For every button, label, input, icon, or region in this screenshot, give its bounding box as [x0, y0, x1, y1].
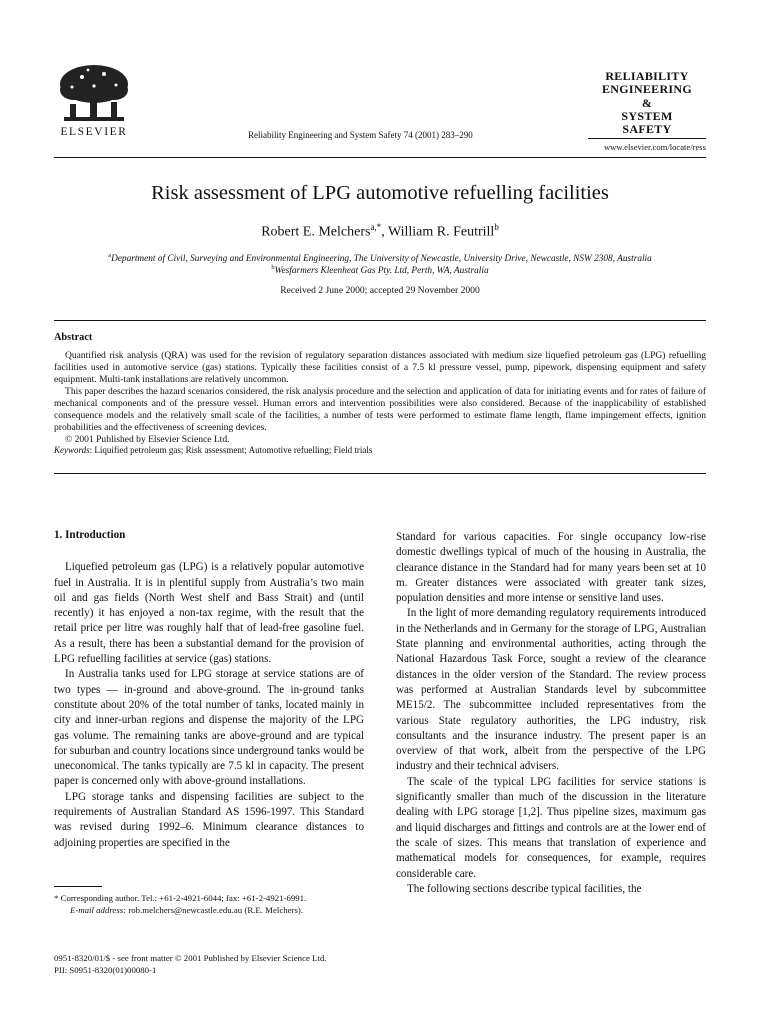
section-heading: 1. Introduction — [54, 529, 126, 541]
email-address: rob.melchers@newcastle.edu.au (R.E. Melchers). — [126, 905, 304, 915]
journal-box-rule — [588, 138, 706, 139]
received-dates: Received 2 June 2000; accepted 29 November 2000 — [280, 285, 480, 296]
corresponding-author-note: * Corresponding author. Tel.: +61-2-4921-6044; fax: +61-2-4921-6991. — [54, 893, 307, 903]
header-rule — [54, 157, 706, 158]
journal-url: www.elsevier.com/locate/ress — [603, 142, 706, 152]
journal-citation: Reliability Engineering and System Safety 74 (2001) 283–290 — [248, 130, 473, 140]
abstract-rule — [54, 473, 706, 474]
body-paragraph: Liquefied petroleum gas (LPG) is a relatively popular automotive fuel in Australia. It is in plentiful supply from Australia’s two main oil and gas fields (North West shelf and Bass Strait) and (until recently) it has enjoyed a non-tax regime, with the result that the retail price per litre was roughly half that of lead-free gasoline fuel. As a result, there has been a substantial demand for the provision of LPG refuelling facilities at service (gas) stations. — [54, 561, 364, 666]
journal-title-line: & — [641, 95, 653, 110]
affiliation — [54, 264, 706, 276]
keywords-label: Keywords — [54, 445, 90, 455]
affiliation-mark: a — [108, 252, 112, 259]
journal-title-line: SAFETY — [622, 122, 672, 137]
abstract-paragraph: This paper describes the hazard scenarios considered, the risk analysis procedure and the selection and application of data for initiating events and for rates of failure of mechanical components and of the pressure vessel. Human errors and intervention possibilities were also considered. Because of the inapplicability of established consequence models and the relatively small scale of the facilities, a number of tests were performed to estimate flame length, flame impingement effects, ignition probabilities and the effectiveness of screening devices. — [54, 386, 706, 433]
abstract-copyright: © 2001 Published by Elsevier Science Ltd. — [65, 434, 230, 445]
email-note — [54, 904, 374, 916]
keywords — [54, 445, 706, 455]
journal-title-line: RELIABILITY — [605, 69, 689, 83]
journal-title-line: ENGINEERING — [602, 82, 692, 97]
right-column — [396, 530, 706, 897]
affiliation-text: Wesfarmers Kleenheat Gas Pty. Ltd, Perth, WA, Australia — [274, 266, 489, 277]
footnote — [54, 892, 374, 916]
author-name: Robert E. Melchers — [261, 224, 371, 240]
front-matter — [54, 952, 384, 976]
abstract-heading: Abstract — [54, 332, 93, 343]
pii-line: PII: S0951-8320(01)00080-1 — [54, 965, 157, 975]
author-marks: a,* — [370, 222, 382, 232]
affiliation-mark: b — [271, 264, 275, 271]
body-paragraph: LPG storage tanks and dispensing facilities are subject to the requirements of Australian Standard AS 1596-1997. This Standard was revised during 1992–6. Minimum clearance distances to adjoining properties are specified in the — [54, 790, 364, 849]
body-paragraph: In the light of more demanding regulatory requirements introduced in the Netherlands and in Germany for the storage of LPG, Australian State planning and environmental authorities, acting through the National Hazardous Task Force, sought a review of the clearance distances in the older version of the Standard. The review process was performed at Australian Standards level by subcommittee ME15/2. The subcommittee included representatives from the various State regulatory authorities, the LPG industry, risk consultants and the insurance industry. The present paper is an overview of that work, albeit from the perspective of the LPG industry and their technical advisers. — [396, 607, 706, 773]
body-paragraph: Standard for various capacities. For single occupancy low-rise domestic dwellings typical of much of the housing in Australia, the clearance distance in the Standard had for many years been set at 10 m. Greater distances were associated with greater tank sizes, population densities and more intense or sensitive land uses. — [396, 531, 706, 605]
journal-title-line: SYSTEM — [621, 108, 673, 123]
footnote-rule — [54, 886, 102, 887]
title-rule — [54, 320, 706, 321]
affiliation-text: Department of Civil, Surveying and Environmental Engineering, The University of Newcastle, University Drive, Newcastle, NSW 2308, Australia — [111, 254, 652, 265]
author-line — [54, 222, 706, 241]
journal-title-box — [588, 70, 706, 136]
publisher-name: ELSEVIER — [60, 126, 128, 138]
keywords-list: : Liquified petroleum gas; Risk assessment; Automotive refuelling; Field trials — [89, 445, 373, 455]
body-paragraph: The following sections describe typical facilities, the — [407, 882, 642, 895]
affiliation — [54, 252, 706, 264]
author-separator: , — [381, 224, 388, 240]
body-paragraph: The scale of the typical LPG facilities for service stations is significantly smaller than much of the discussion in the literature dealing with LPG storage [1,2]. Thus pipeline sizes, maximum gas and liquid discharges and fittings and controls are at the lower end of the scale of sizes. This means that translation of experience and mathematical models for consequences, for example, requires considerable care. — [396, 775, 706, 880]
front-matter-line: 0951-8320/01/$ - see front matter © 2001 Published by Elsevier Science Ltd. — [54, 953, 327, 963]
left-column — [54, 528, 364, 851]
article-title: Risk assessment of LPG automotive refuelling facilities — [151, 182, 609, 204]
author-name: William R. Feutrill — [387, 224, 495, 240]
email-label: E-mail address: — [70, 905, 127, 915]
abstract-paragraph: Quantified risk analysis (QRA) was used for the revision of regulatory separation distances associated with medium size liquefied petroleum gas (LPG) refuelling facilities used in automotive service (gas) stations. Typically these facilities consist of a 7.5 kl pressure vessel, pump, pipework, dispensing equipment and safety equipment. Multi-tank installations are relatively uncommon. — [54, 350, 706, 385]
author-marks: b — [494, 222, 499, 232]
body-paragraph: In Australia tanks used for LPG storage at service stations are of two types — in-ground and above-ground. The in-ground tanks constitute about 20% of the total number of tanks, located mainly in city and inner-urban regions and dispense the majority of the LPG gas volume. The remaining tanks are above-ground and are typical for suburban and country locations since underground tanks would be uneconomical. The tanks typically are 7.5 kl in capacity. The present paper is concerned only with above-ground installations. — [54, 668, 364, 788]
abstract-body — [54, 350, 706, 446]
